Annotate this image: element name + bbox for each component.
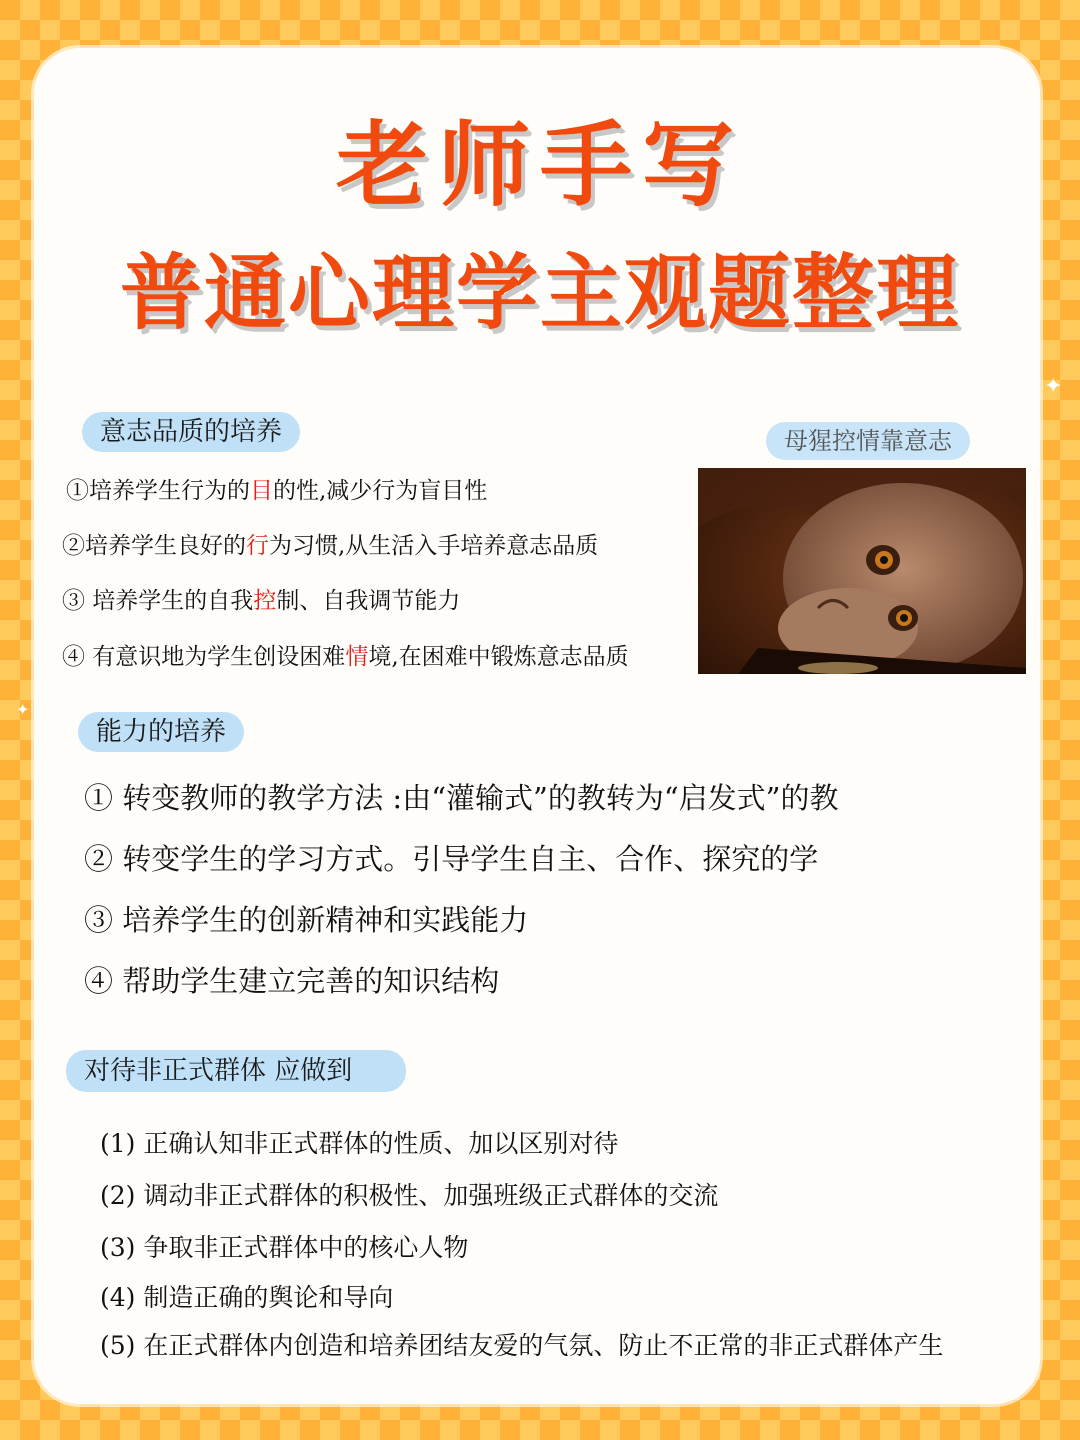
photo-caption: 母猩控情靠意志 [766,422,970,460]
sparkle-icon: ✦ [16,700,30,719]
page-title: 老师手写 [335,112,744,219]
list-item: (4) 制造正确的舆论和导向 [100,1283,394,1312]
list-item: ①培养学生行为的目的性,减少行为盲目性 [66,478,488,504]
list-item: ① 转变教师的教学方法 :由“灌输式”的教转为“启发式”的教 [84,781,839,815]
section-heading-informal-group: 对待非正式群体 应做到 [66,1050,406,1092]
list-item: ②培养学生良好的行为习惯,从生活入手培养意志品质 [62,533,599,559]
list-item: (5) 在正式群体内创造和培养团结友爱的气氛、防止不正常的非正式群体产生 [100,1331,944,1360]
orangutan-illustration [698,468,1026,674]
page-subtitle: 普通心理学主观题整理 [119,246,960,341]
list-item: ④ 有意识地为学生创设困难情境,在困难中锻炼意志品质 [62,644,629,670]
section-heading-willpower: 意志品质的培养 [82,412,300,452]
list-item: ④ 帮助学生建立完善的知识结构 [84,964,500,998]
orangutan-photo [698,468,1026,674]
list-item: ③ 培养学生的创新精神和实践能力 [84,903,529,937]
list-item: (3) 争取非正式群体中的核心人物 [100,1233,469,1262]
list-item: (1) 正确认知非正式群体的性质、加以区别对待 [100,1129,619,1158]
section-heading-ability: 能力的培养 [78,712,244,752]
list-item: ② 转变学生的学习方式。引导学生自主、合作、探究的学 [84,842,819,876]
list-item: (2) 调动非正式群体的积极性、加强班级正式群体的交流 [100,1181,719,1210]
list-item: ③ 培养学生的自我控制、自我调节能力 [62,588,461,614]
sparkle-icon: ✦ [1044,374,1063,399]
